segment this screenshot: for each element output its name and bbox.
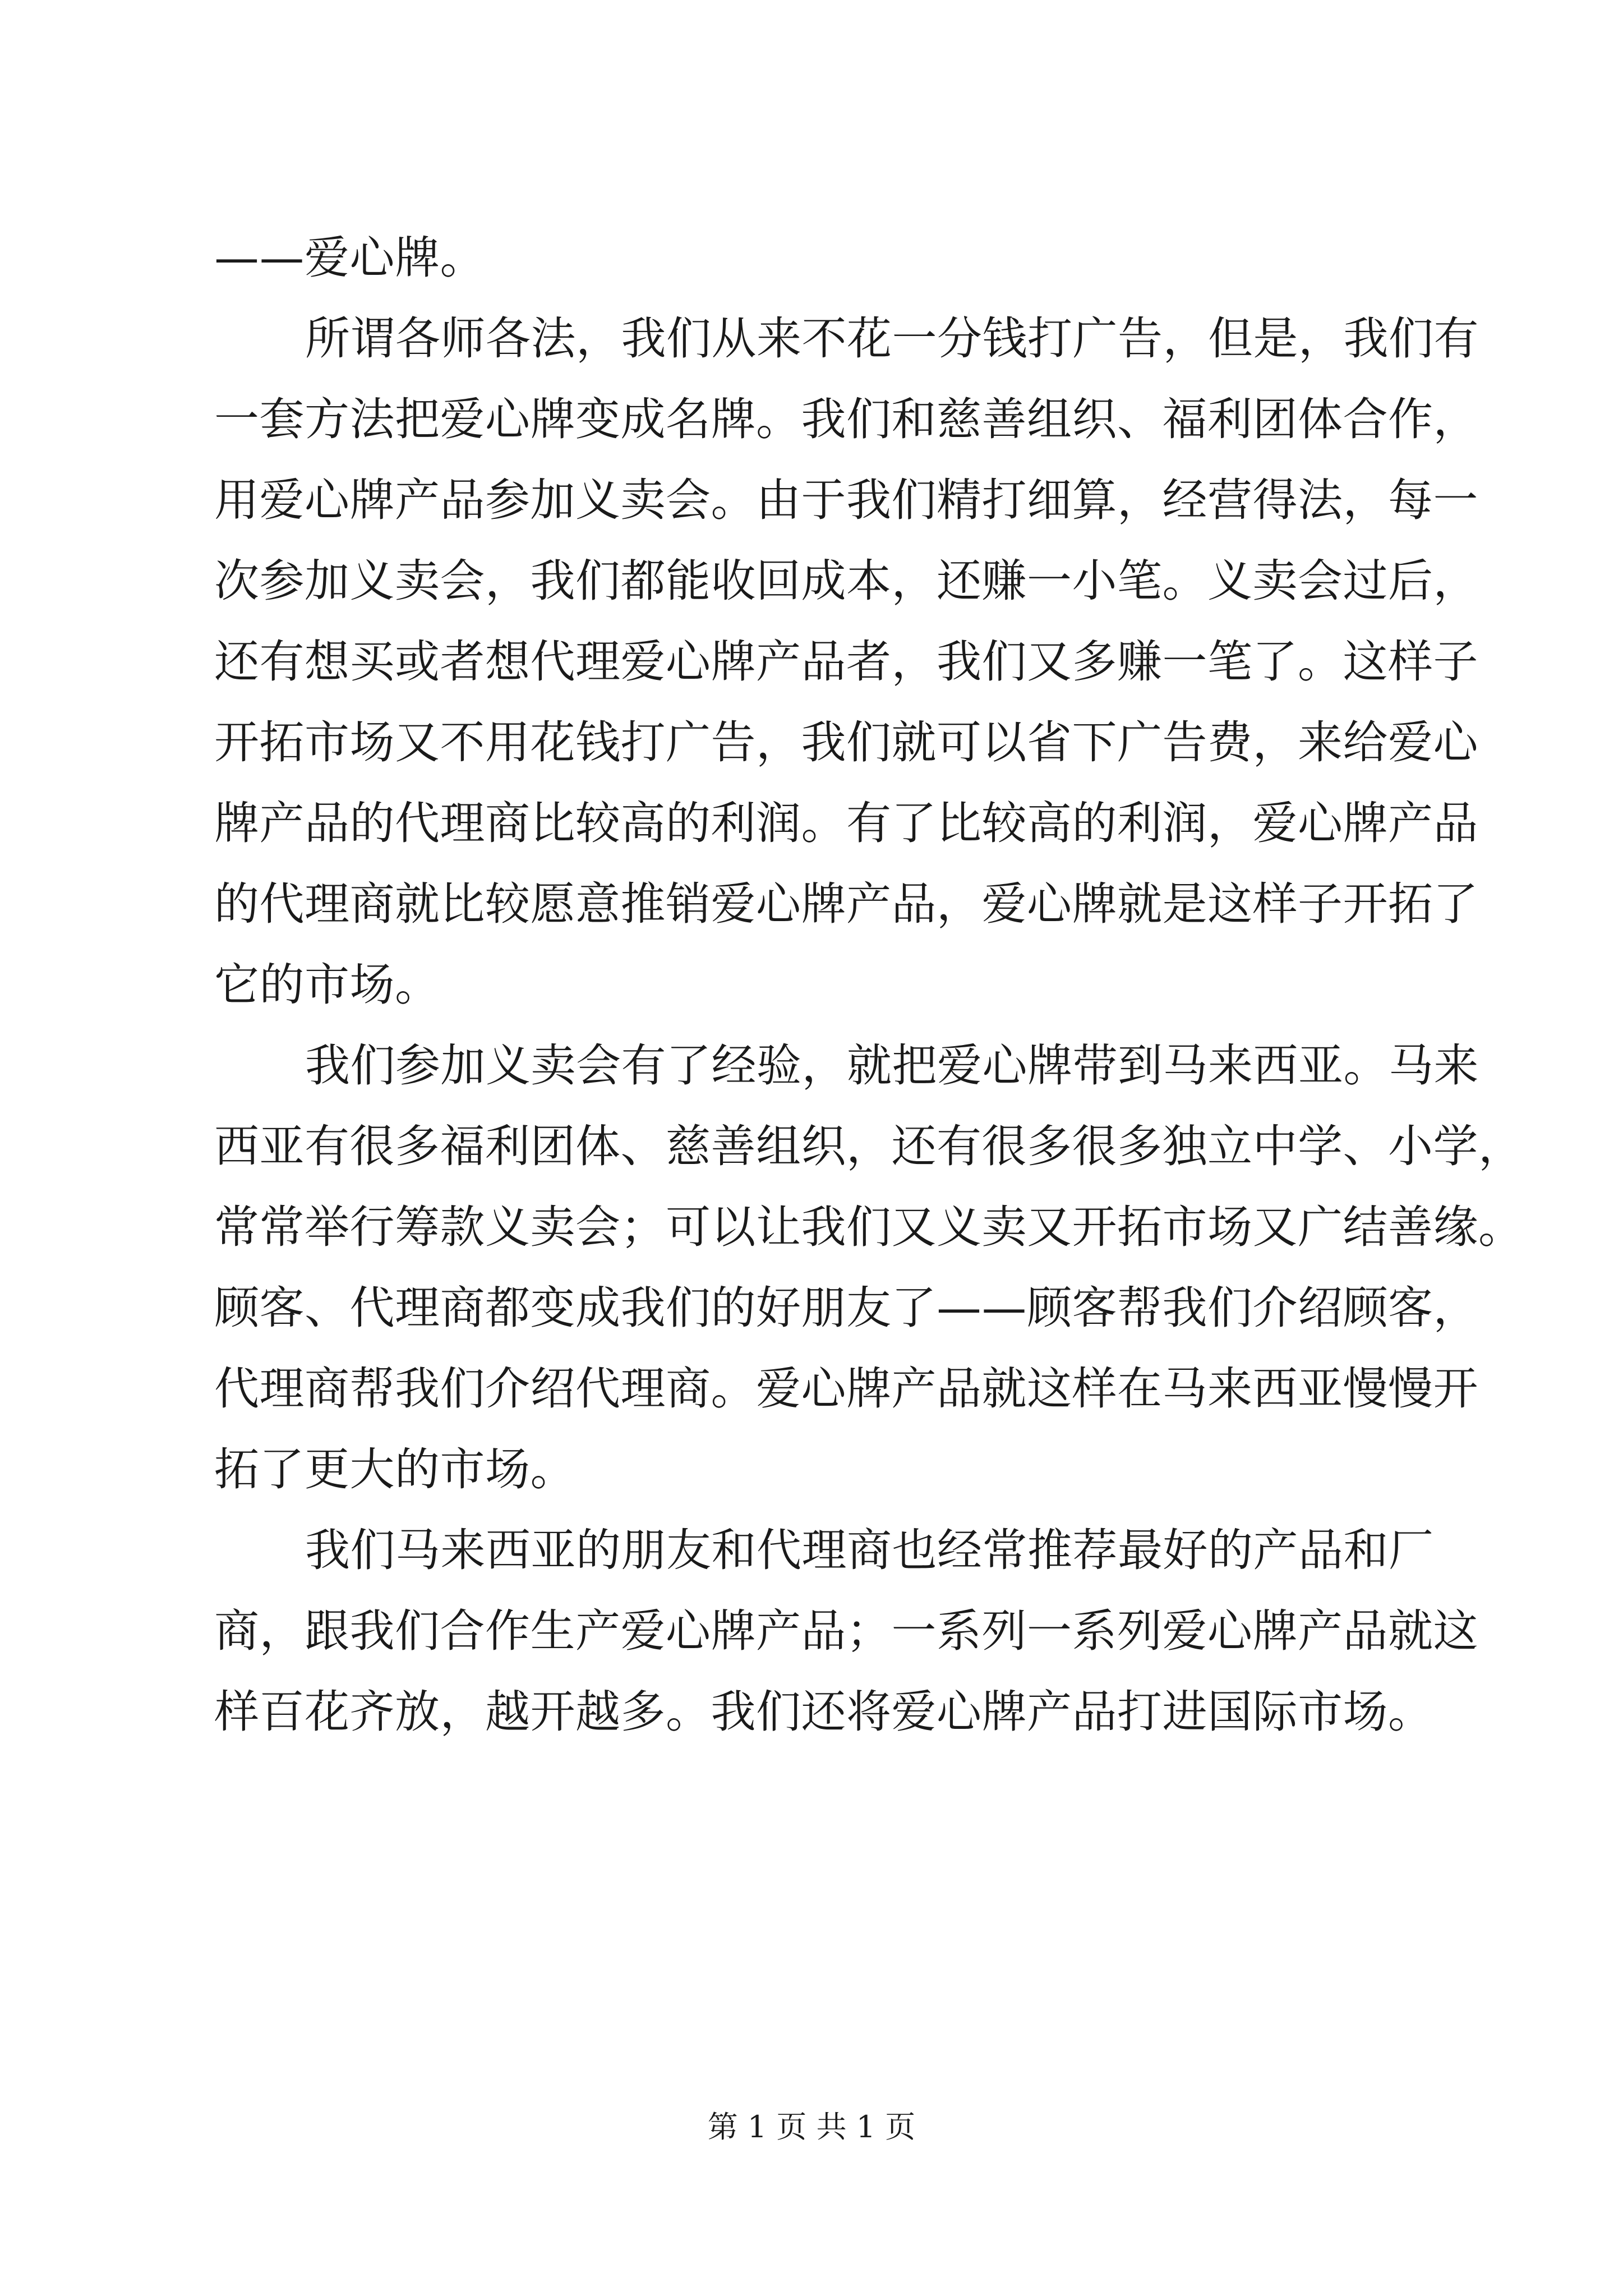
paragraph-line: 牌产品的代理商比较高的利润。有了比较高的利润，爱心牌产品 <box>214 797 1478 849</box>
paragraph-line: 我们参加义卖会有了经验，就把爱心牌带到马来西亚。马来 <box>305 1039 1479 1092</box>
paragraph-line: 商，跟我们合作生产爱心牌产品；一系列一系列爱心牌产品就这 <box>214 1605 1478 1657</box>
paragraph-line: 常常举行筹款义卖会；可以让我们又义卖又开拓市场又广结善缘。 <box>214 1201 1524 1253</box>
paragraph-line: 还有想买或者想代理爱心牌产品者，我们又多赚一笔了。这样子 <box>214 636 1478 688</box>
paragraph-line: 拓了更大的市场。 <box>214 1443 575 1496</box>
paragraph-line: 我们马来西亚的朋友和代理商也经常推荐最好的产品和厂 <box>305 1524 1434 1576</box>
paragraph-line: 开拓市场又不用花钱打广告，我们就可以省下广告费，来给爱心 <box>214 716 1478 769</box>
paragraph-line: 顾客、代理商都变成我们的好朋友了——顾客帮我们介绍顾客， <box>214 1282 1478 1334</box>
page-footer: 第 1 页 共 1 页 <box>707 2109 916 2145</box>
paragraph-line: 用爱心牌产品参加义卖会。由于我们精打细算，经营得法，每一 <box>214 474 1478 526</box>
paragraph-line: 它的市场。 <box>214 959 440 1011</box>
paragraph-line: 代理商帮我们介绍代理商。爱心牌产品就这样在马来西亚慢慢开 <box>214 1363 1478 1415</box>
paragraph-line: 次参加义卖会，我们都能收回成本，还赚一小笔。义卖会过后， <box>214 555 1478 607</box>
paragraph-line: 的代理商就比较愿意推销爱心牌产品，爱心牌就是这样子开拓了 <box>214 878 1478 930</box>
paragraph-line: 一套方法把爱心牌变成名牌。我们和慈善组织、福利团体合作， <box>214 393 1478 445</box>
paragraph-line: 西亚有很多福利团体、慈善组织，还有很多很多独立中学、小学， <box>214 1120 1524 1172</box>
paragraph-line: 所谓各师各法，我们从来不花一分钱打广告，但是，我们有 <box>305 312 1479 365</box>
paragraph-line: 样百花齐放，越开越多。我们还将爱心牌产品打进国际市场。 <box>214 1686 1433 1738</box>
paragraph-line: ——爱心牌。 <box>214 232 485 284</box>
